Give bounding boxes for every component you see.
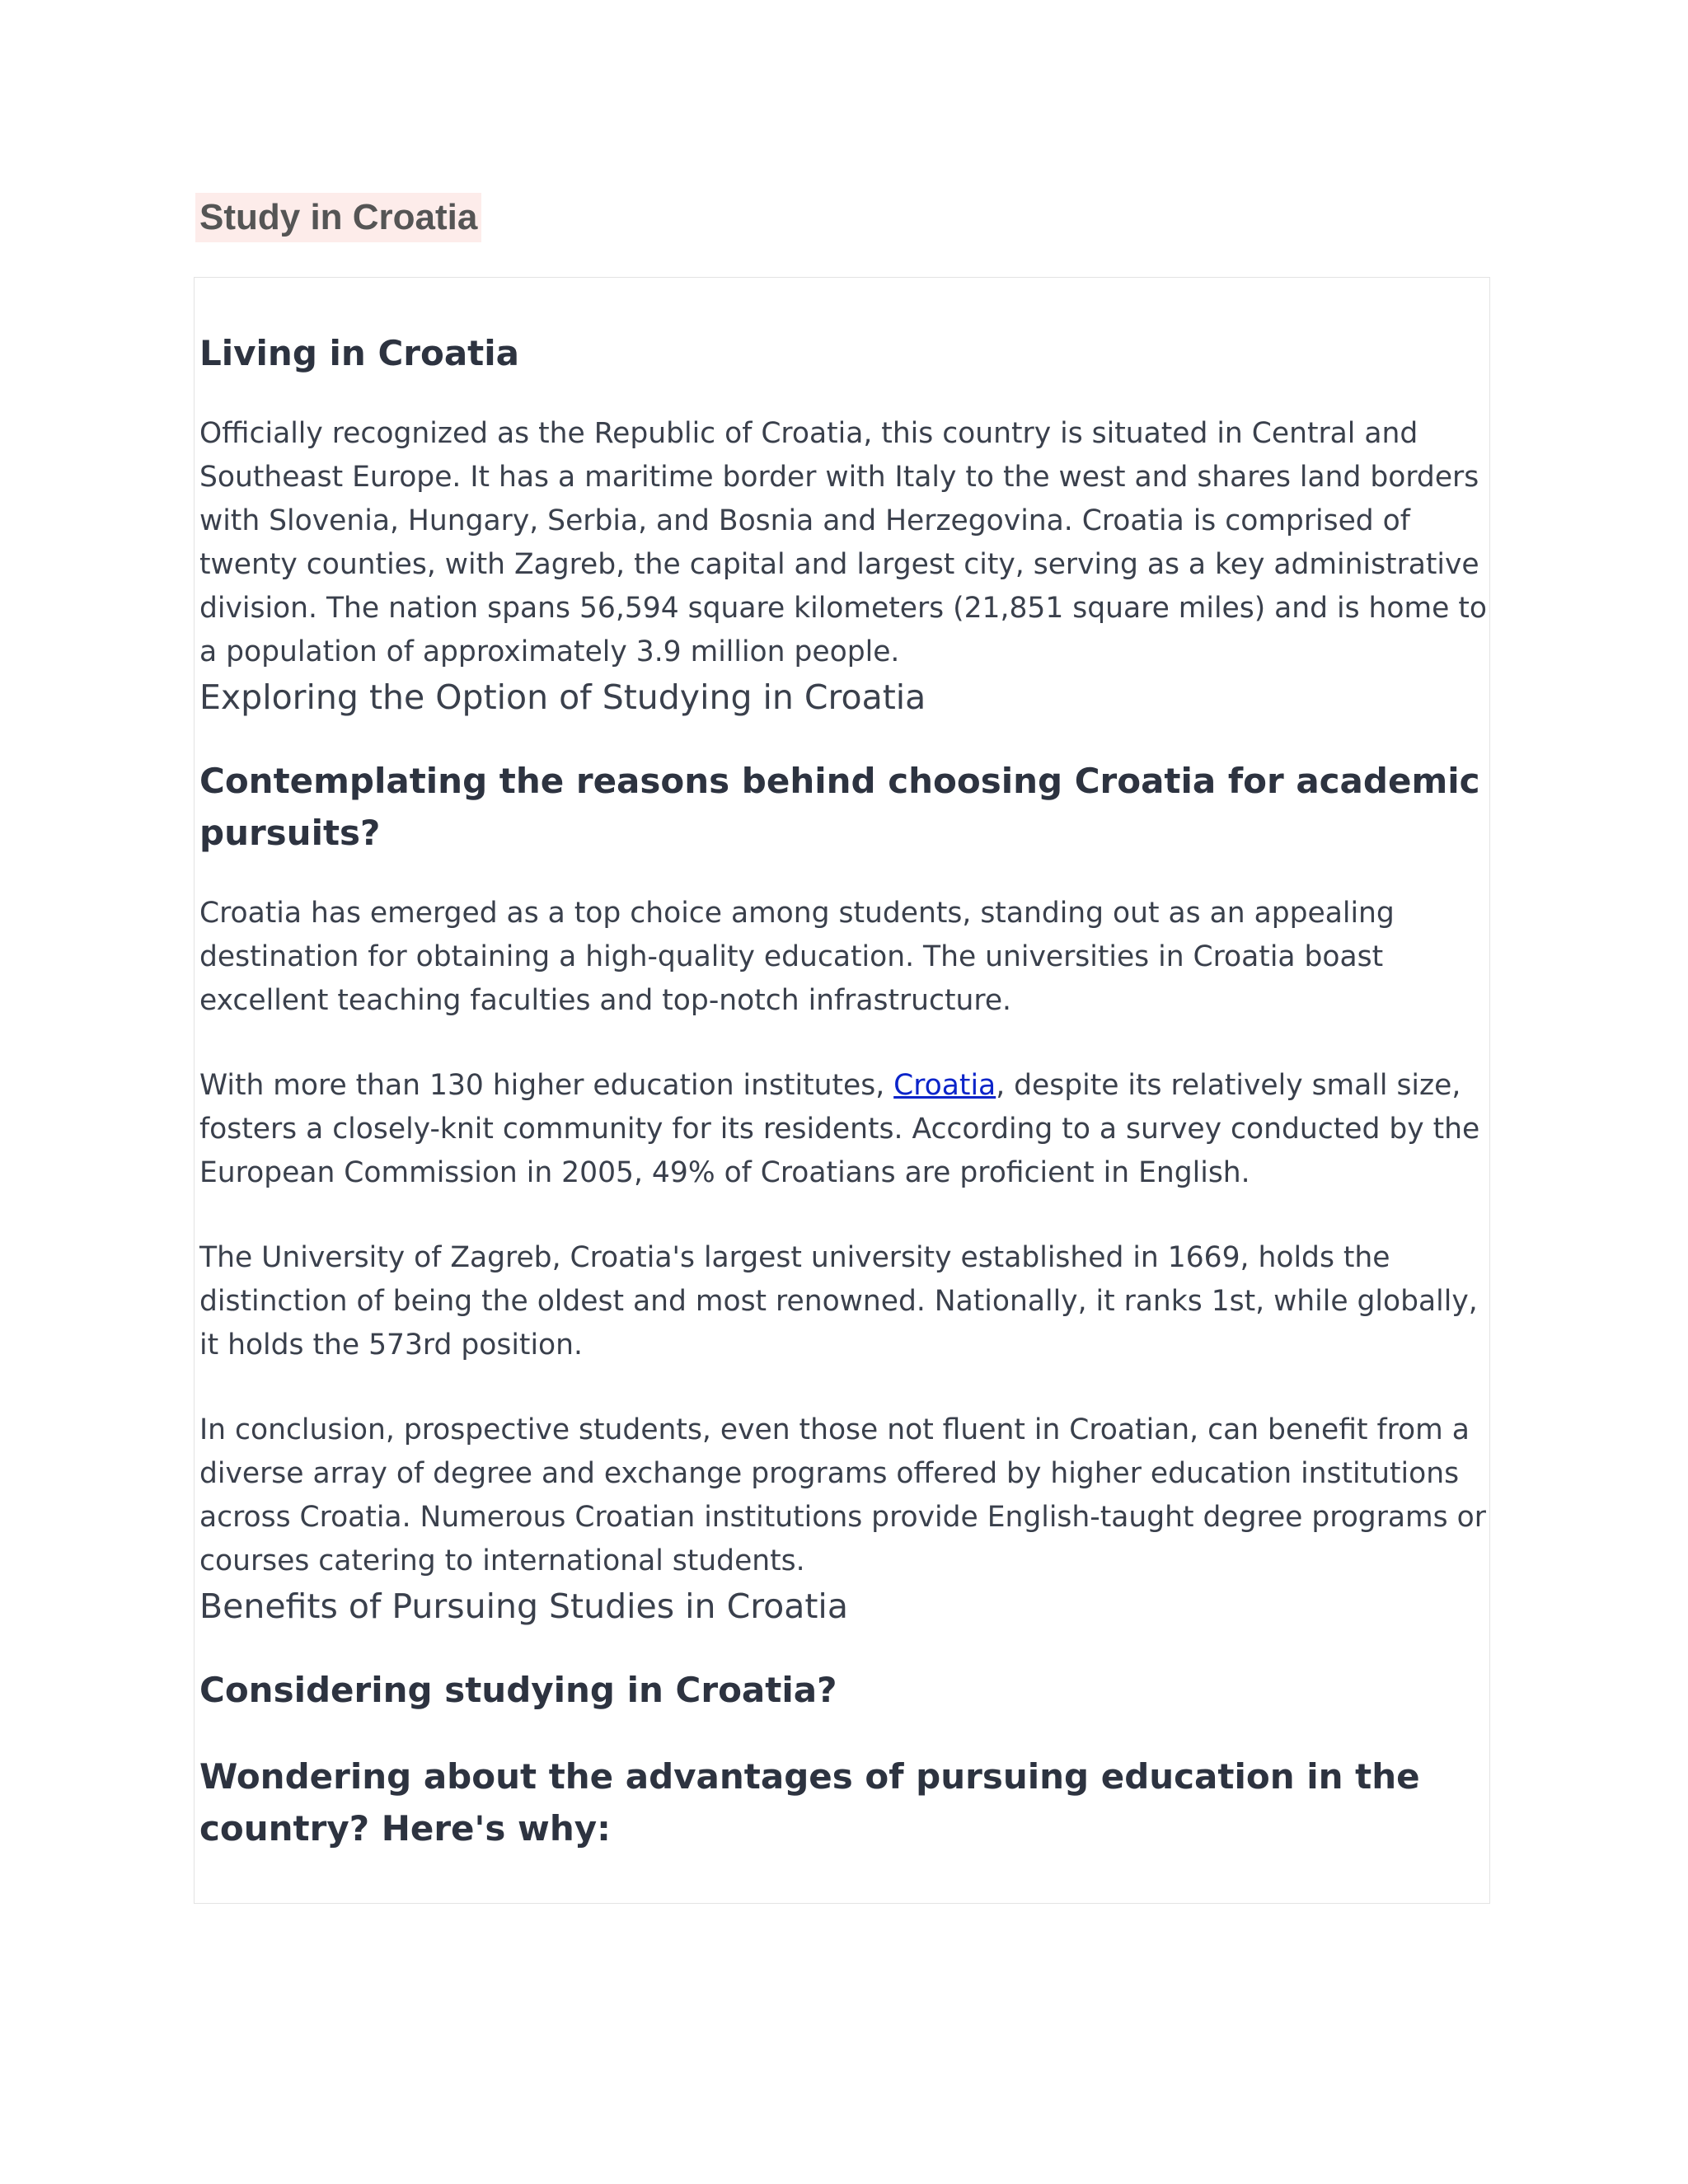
subheading-exploring: Exploring the Option of Studying in Croatia: [199, 677, 926, 717]
heading-living-in-croatia: Living in Croatia: [199, 333, 519, 373]
paragraph-conclusion: In conclusion, prospective students, even those not fluent in Croatian, can benefit from a diverse array of degree and exchange programs offered by higher education institutions across Croatia. Numerous Croatian institutions provide English-taught degree programs or courses catering to international students.: [199, 1413, 1486, 1577]
heading-considering-studying: Considering studying in Croatia?: [199, 1670, 837, 1710]
paragraph-text-before-link: With more than 130 higher education institutes,: [199, 1069, 894, 1102]
croatia-link[interactable]: Croatia: [893, 1069, 996, 1102]
heading-contemplating-reasons: Contemplating the reasons behind choosing Croatia for academic pursuits?: [199, 761, 1480, 853]
paragraph-living: Officially recognized as the Republic of Croatia, this country is situated in Central and Southeast Europe. It has a maritime border with Italy to the west and shares land borders with Slovenia, Hungary, Serbia, and Bosnia and Herzegovina. Croatia is comprised of twenty counties, with Zagreb, the capital and largest city, serving as a key administrative division. The nation spans 56,594 square kilometers (21,851 square miles) and is home to a population of approximately 3.9 million people.: [199, 417, 1487, 668]
page-title: Study in Croatia: [195, 193, 481, 242]
subheading-benefits: Benefits of Pursuing Studies in Croatia: [199, 1586, 848, 1626]
content-box: [194, 277, 1490, 1904]
article-body: [199, 278, 1489, 1854]
paragraph-top-choice: Croatia has emerged as a top choice among students, standing out as an appealing destination for obtaining a high-quality education. The universities in Croatia boast excellent teaching faculties and top-notch infrastructure.: [199, 897, 1395, 1017]
paragraph-higher-education-institutes: [199, 1064, 1489, 1195]
paragraph-university-of-zagreb: The University of Zagreb, Croatia's largest university established in 1669, holds the distinction of being the oldest and most renowned. Nationally, it ranks 1st, while globally, it holds the 573rd position.: [199, 1241, 1478, 1361]
paragraph-text-after-link: , despite its relatively small size, fosters a closely-knit community for its residents. According to a survey conducted by the European Commission in 2005, 49% of Croatians are proficient in English.: [199, 1069, 1480, 1189]
heading-wondering-advantages: Wondering about the advantages of pursuing education in the country? Here's why:: [199, 1756, 1420, 1849]
